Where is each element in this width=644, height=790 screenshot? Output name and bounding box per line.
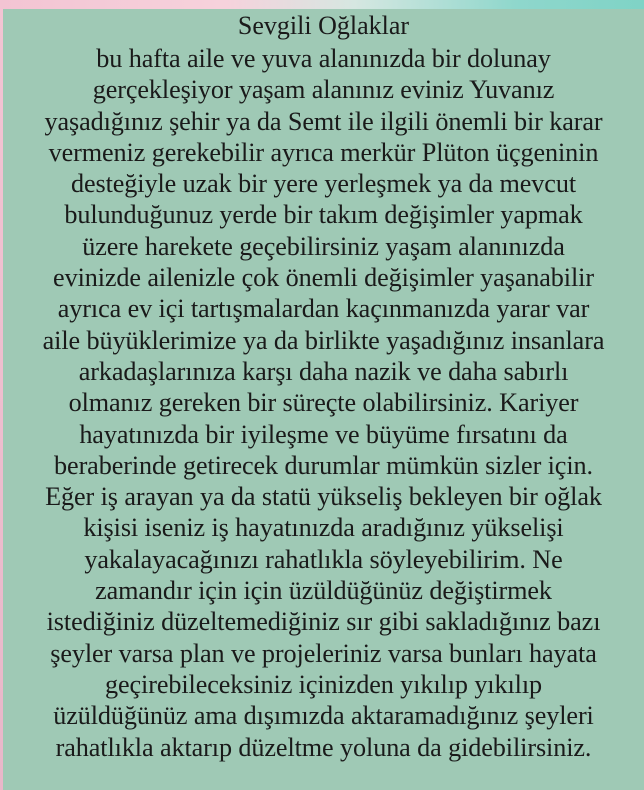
text-line: hayatınızda bir iyileşme ve büyüme fırsatını da [79,419,568,449]
text-line: bu hafta aile ve yuva alanınızda bir dolunay [96,44,551,73]
text-line: bulunduğunuz yerde bir takım değişimler yapmak [64,200,583,230]
decorative-top-band [0,0,644,9]
text-line: aile büyüklerimize ya da birlikte yaşadığınız insanlara [42,325,605,355]
text-line: desteğiyle uzak bir yere yerleşmek ya da mevcut [70,169,576,199]
text-line: üzere harekete geçebilirsiniz yaşam alanınızda [82,231,565,261]
horoscope-title: Sevgili Oğlaklar [237,11,410,40]
text-line: zamandır için için üzüldüğünüz değiştirmek [95,576,552,606]
horoscope-text [3,43,644,763]
text-line: geçirebileceksiniz içinizden yıkılıp yıkılıp [104,669,543,699]
text-line: yaşadığınız şehir ya da Semt ile ilgili önemli bir karar [44,106,603,136]
text-line: istediğiniz düzeltemediğiniz sır gibi sakladığınız bazı [46,607,601,637]
text-line: vermeniz gerekebilir ayrıca merkür Plüton üçgeninin [48,137,599,167]
text-line: ayrıca ev içi tartışmalardan kaçınmanızda yarar var [57,294,590,324]
horoscope-card [3,9,644,790]
text-line: arkadaşlarınıza karşı daha nazik ve daha sabırlı [78,356,569,386]
text-line: kişisi iseniz iş hayatınızda aradığınız yükselişi [83,513,564,543]
text-line: olmanız gereken bir süreçte olabilirsiniz. Kariyer [68,388,579,418]
text-line: yakalayacağınızı rahatlıkla söyleyebilirim. Ne [84,544,563,574]
text-line: şeyler varsa plan ve projeleriniz varsa bunları hayata [50,638,597,668]
text-line: üzüldüğünüz ama dışımızda aktaramadığınız şeyleri [53,701,594,731]
text-line: evinizde ailenizle çok önemli değişimler yaşanabilir [53,263,594,293]
text-line: rahatlıkla aktarıp düzeltme yoluna da gidebilirsiniz. [55,732,592,762]
text-line: gerçekleşiyor yaşam alanınız eviniz Yuvanız [92,75,555,105]
text-line: Eğer iş arayan ya da statü yükseliş bekleyen bir oğlak [45,482,602,512]
text-line: beraberinde getirecek durumlar mümkün sizler için. [54,450,593,480]
